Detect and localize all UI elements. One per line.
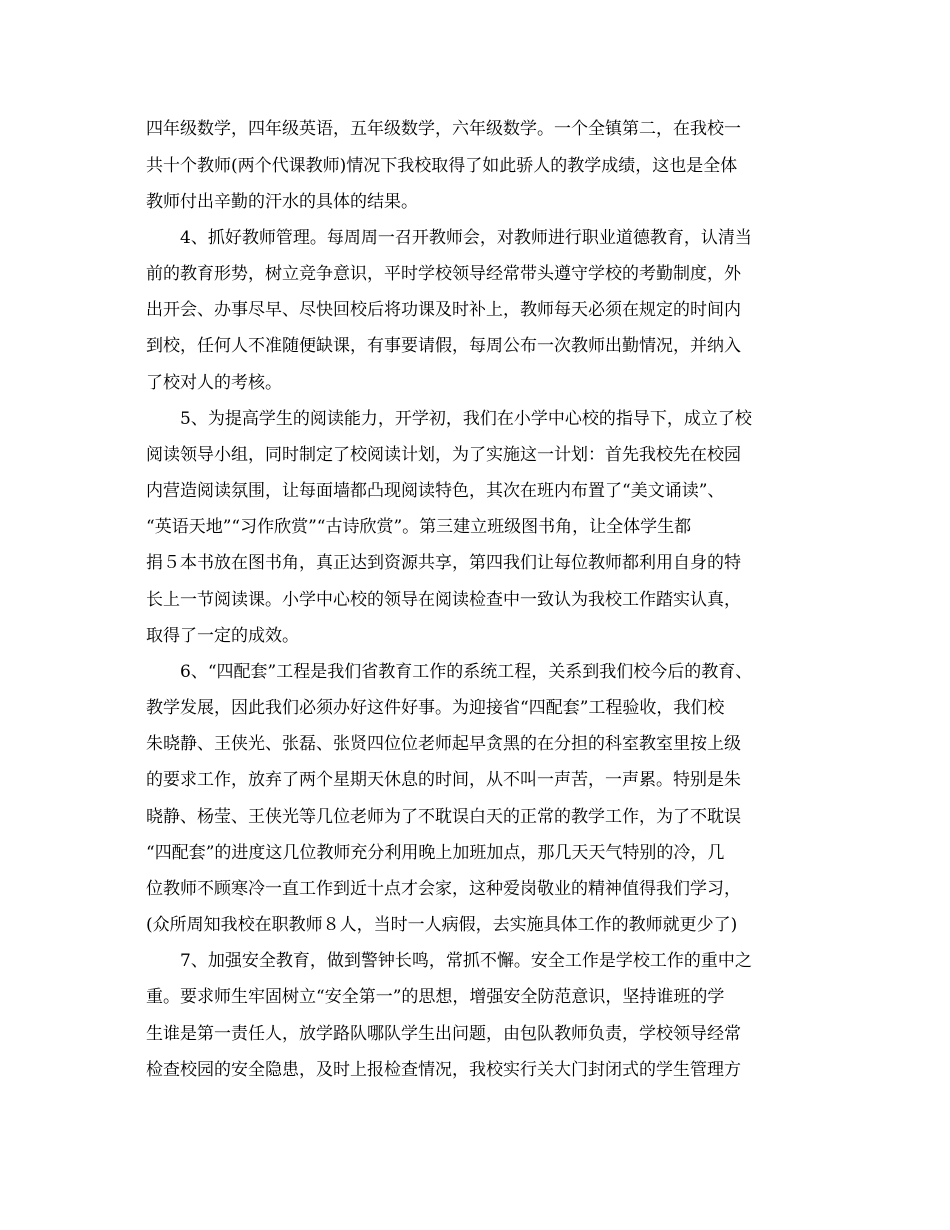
text-line: 阅读领导小组，同时制定了校阅读计划，为了实施这一计划：首先我校先在校园: [146, 445, 741, 465]
text-line: 取得了一定的成效。: [146, 626, 299, 646]
text-line: “四配套”的进度这几位教师充分利用晚上加班加点，那几天天气特别的冷，几: [146, 843, 725, 863]
text-line: 5、为提高学生的阅读能力，开学初，我们在小学中心校的指导下，成立了校: [146, 409, 752, 429]
text-line: 到校，任何人不准随便缺课，有事要请假，每周公布一次教师出勤情况，并纳入: [146, 336, 741, 356]
text-line: 朱晓静、王侠光、张磊、张贤四位位老师起早贪黑的在分担的科室教室里按上级: [146, 734, 741, 754]
text-line: 共十个教师(两个代课教师)情况下我校取得了如此骄人的教学成绩，这也是全体: [146, 156, 738, 176]
text-line: 6、“四配套”工程是我们省教育工作的系统工程，关系到我们校今后的教育、: [146, 662, 753, 682]
text-line: 4、抓好教师管理。每周周一召开教师会，对教师进行职业道德教育，认清当: [146, 228, 752, 248]
text-line: (众所周知我校在职教师８人，当时一人病假，去实施具体工作的教师就更少了): [146, 915, 738, 935]
text-line: 7、加强安全教育，做到警钟长鸣，常抓不懈。安全工作是学校工作的重中之: [146, 951, 752, 971]
text-line: 位教师不顾寒冷一直工作到近十点才会家，这种爱岗敬业的精神值得我们学习，: [146, 879, 741, 899]
text-line: 生谁是第一责任人，放学路队哪队学生出问题，由包队教师负责，学校领导经常: [146, 1024, 741, 1044]
text-line: 教师付出辛勤的汗水的具体的结果。: [146, 192, 418, 212]
text-line: 捐５本书放在图书角，真正达到资源共享，第四我们让每位教师都利用自身的特: [146, 553, 741, 573]
text-line: 四年级数学，四年级英语，五年级数学，六年级数学。一个全镇第二，在我校一: [146, 119, 741, 139]
text-line: 出开会、办事尽早、尽快回校后将功课及时补上，教师每天必须在规定的时间内: [146, 300, 741, 320]
text-line: 晓静、杨莹、王侠光等几位老师为了不耽误白天的正常的教学工作，为了不耽误: [146, 807, 741, 827]
text-line: 前的教育形势，树立竞争意识，平时学校领导经常带头遵守学校的考勤制度，外: [146, 264, 741, 284]
text-line: 检查校园的安全隐患，及时上报检查情况，我校实行关大门封闭式的学生管理方: [146, 1060, 741, 1080]
text-line: 长上一节阅读课。小学中心校的领导在阅读检查中一致认为我校工作踏实认真，: [146, 590, 741, 610]
text-line: 的要求工作，放弃了两个星期天休息的时间，从不叫一声苦，一声累。特别是朱: [146, 770, 741, 790]
text-line: 了校对人的考核。: [146, 373, 282, 393]
text-line: 重。要求师生牢固树立“安全第一”的思想，增强安全防范意识，坚持谁班的学: [146, 987, 725, 1007]
text-line: 教学发展，因此我们必须办好这件好事。为迎接省“四配套”工程验收，我们校: [146, 698, 725, 718]
text-line: 内营造阅读氛围，让每面墙都凸现阅读特色，其次在班内布置了“美文诵读”、: [146, 481, 725, 501]
text-line: “英语天地”“习作欣赏”“古诗欣赏”。第三建立班级图书角，让全体学生都: [146, 517, 692, 537]
